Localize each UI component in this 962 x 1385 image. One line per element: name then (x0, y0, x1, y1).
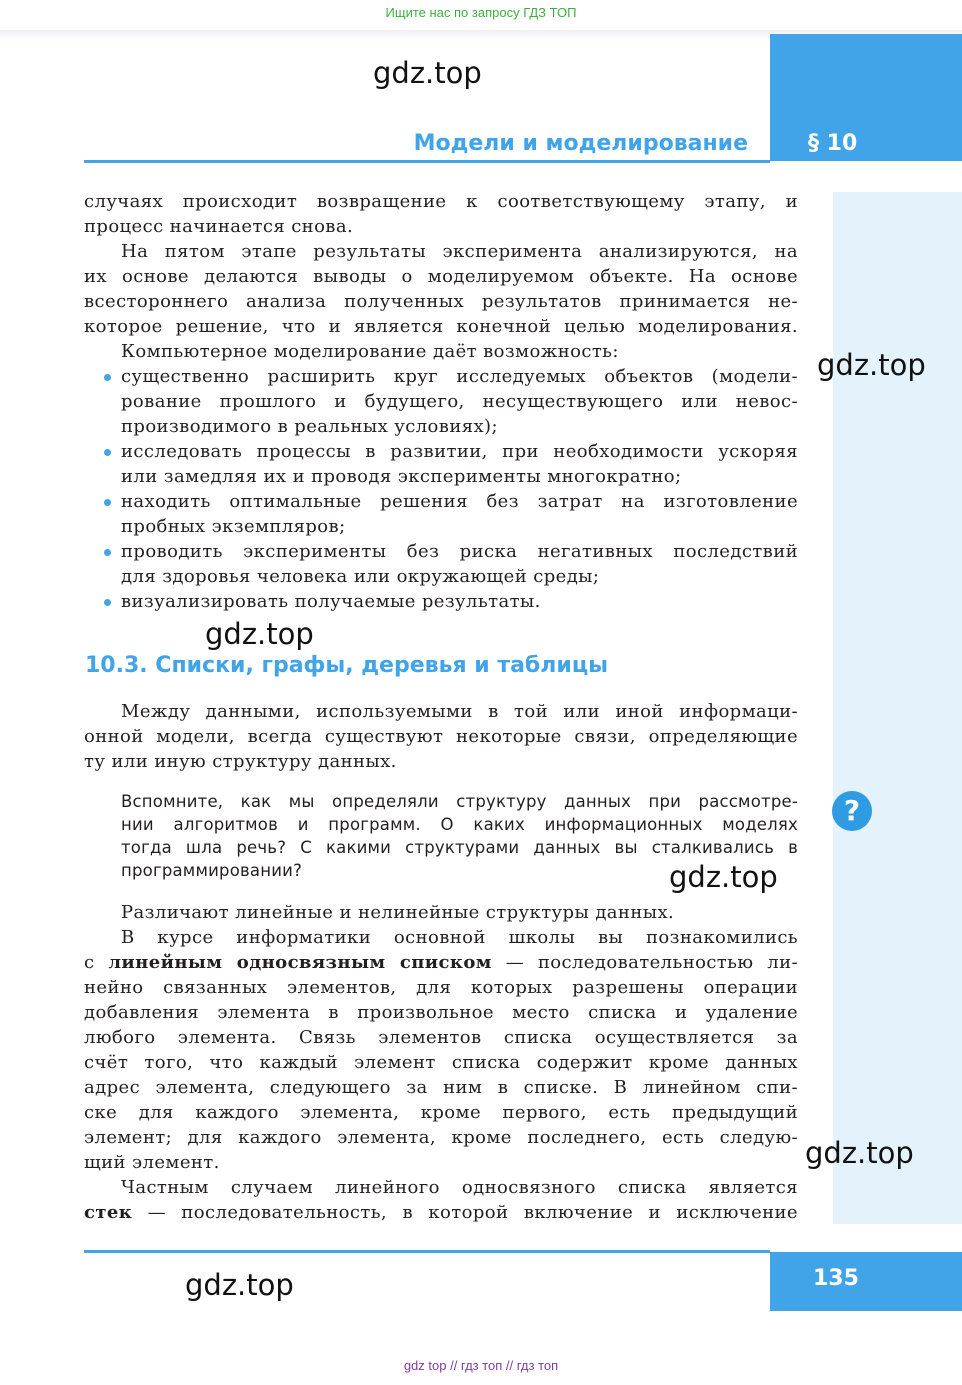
text-line: Различают линейные и нелинейные структуры данных. (121, 902, 675, 923)
text-fragment: — последовательность, в которой включение и исключение (132, 1202, 798, 1223)
page-number: 135 (813, 1266, 859, 1291)
text-line: щий элемент. (84, 1152, 220, 1173)
watermark: gdz.top (669, 860, 778, 894)
question-icon: ? (832, 791, 872, 831)
chapter-title: Модели и моделирование (413, 131, 748, 156)
text-line: Частным случаем линейного односвязного списка является (121, 1177, 798, 1198)
text-line: Компьютерное моделирование даёт возможность: (121, 341, 619, 362)
bullet-icon (104, 499, 111, 506)
list-item-line: проводить эксперименты без риска негативных последствий (121, 541, 798, 562)
bullet-icon (104, 374, 111, 381)
top-link[interactable]: Ищите нас по запросу ГДЗ ТОП (385, 5, 577, 20)
question-line: программировании? (121, 861, 303, 880)
text-line: случаях происходит возвращение к соответствующему этапу, и (84, 191, 798, 212)
text-line: их основе делаются выводы о моделируемом объекте. На основе (84, 266, 798, 287)
section-title: 10.3. Списки, графы, деревья и таблицы (85, 653, 609, 678)
text-line: любого элемента. Связь элементов списка осуществляется за (84, 1027, 798, 1048)
text-line: добавления элемента в произвольное место списка и удаление (84, 1002, 798, 1023)
paragraph-label: § 10 (808, 131, 858, 156)
list-item-line: находить оптимальные решения без затрат на изготовление (121, 491, 798, 512)
text-line: ту или иную структуру данных. (84, 751, 397, 772)
watermark: gdz.top (185, 1268, 294, 1302)
list-item-line: рование прошлого и будущего, несуществующего или невос- (121, 391, 798, 412)
text-fragment: — последовательностью ли- (491, 952, 798, 973)
header-rule (84, 160, 770, 163)
text-line: счёт того, что каждый элемент списка содержит кроме данных (84, 1052, 798, 1073)
list-item-line: существенно расширить круг исследуемых объектов (модели- (121, 366, 798, 387)
list-item-line: производимого в реальных условиях); (121, 416, 498, 437)
bottom-link[interactable]: gdz top // гдз топ // гдз топ (403, 1358, 559, 1373)
question-line: тогда шла речь? С какими структурами данных вы сталкивались в (121, 838, 798, 857)
side-panel (833, 192, 962, 1224)
text-fragment: с (84, 952, 109, 973)
text-line (84, 1202, 798, 1223)
watermark: gdz.top (205, 617, 314, 651)
text-line: Между данными, используемыми в той или иной информаци- (121, 701, 798, 722)
page-number-tab (770, 1252, 962, 1311)
watermark: gdz.top (817, 348, 926, 382)
term-stack: стек (84, 1202, 133, 1223)
bullet-icon (104, 549, 111, 556)
list-item-line: визуализировать получаемые результаты. (121, 591, 541, 612)
bullet-icon (104, 449, 111, 456)
list-item-line: пробных экземпляров; (121, 516, 346, 537)
term-linked-list: линейным односвязным списком (108, 952, 492, 973)
watermark: gdz.top (805, 1136, 914, 1170)
text-line: ске для каждого элемента, кроме первого, есть предыдущий (84, 1102, 798, 1123)
paragraph-tab (770, 34, 962, 161)
list-item-line: или замедляя их и проводя эксперименты многократно; (121, 466, 682, 487)
question-line: нии алгоритмов и программ. О каких информационных моделях (121, 815, 798, 834)
text-line: процесс начинается снова. (84, 216, 354, 237)
text-line: элемент; для каждого элемента, кроме последнего, есть следую- (84, 1127, 798, 1148)
text-line: всестороннего анализа полученных результатов принимается не- (84, 291, 798, 312)
text-line: На пятом этапе результаты эксперимента анализируются, на (121, 241, 798, 262)
text-line: которое решение, что и является конечной целью моделирования. (84, 316, 798, 337)
list-item-line: для здоровья человека или окружающей среды; (121, 566, 600, 587)
text-line: онной модели, всегда существуют некоторые связи, определяющие (84, 726, 798, 747)
text-line: адрес элемента, следующего за ним в списке. В линейном спи- (84, 1077, 798, 1098)
bullet-icon (104, 599, 111, 606)
text-line: нейно связанных элементов, для которых разрешены операции (84, 977, 798, 998)
footer-rule (84, 1250, 770, 1253)
question-line: Вспомните, как мы определяли структуру данных при рассмотре- (121, 792, 798, 811)
text-line (84, 952, 798, 973)
text-line: В курсе информатики основной школы вы познакомились (121, 927, 798, 948)
list-item-line: исследовать процессы в развитии, при необходимости ускоряя (121, 441, 798, 462)
watermark: gdz.top (373, 56, 482, 90)
